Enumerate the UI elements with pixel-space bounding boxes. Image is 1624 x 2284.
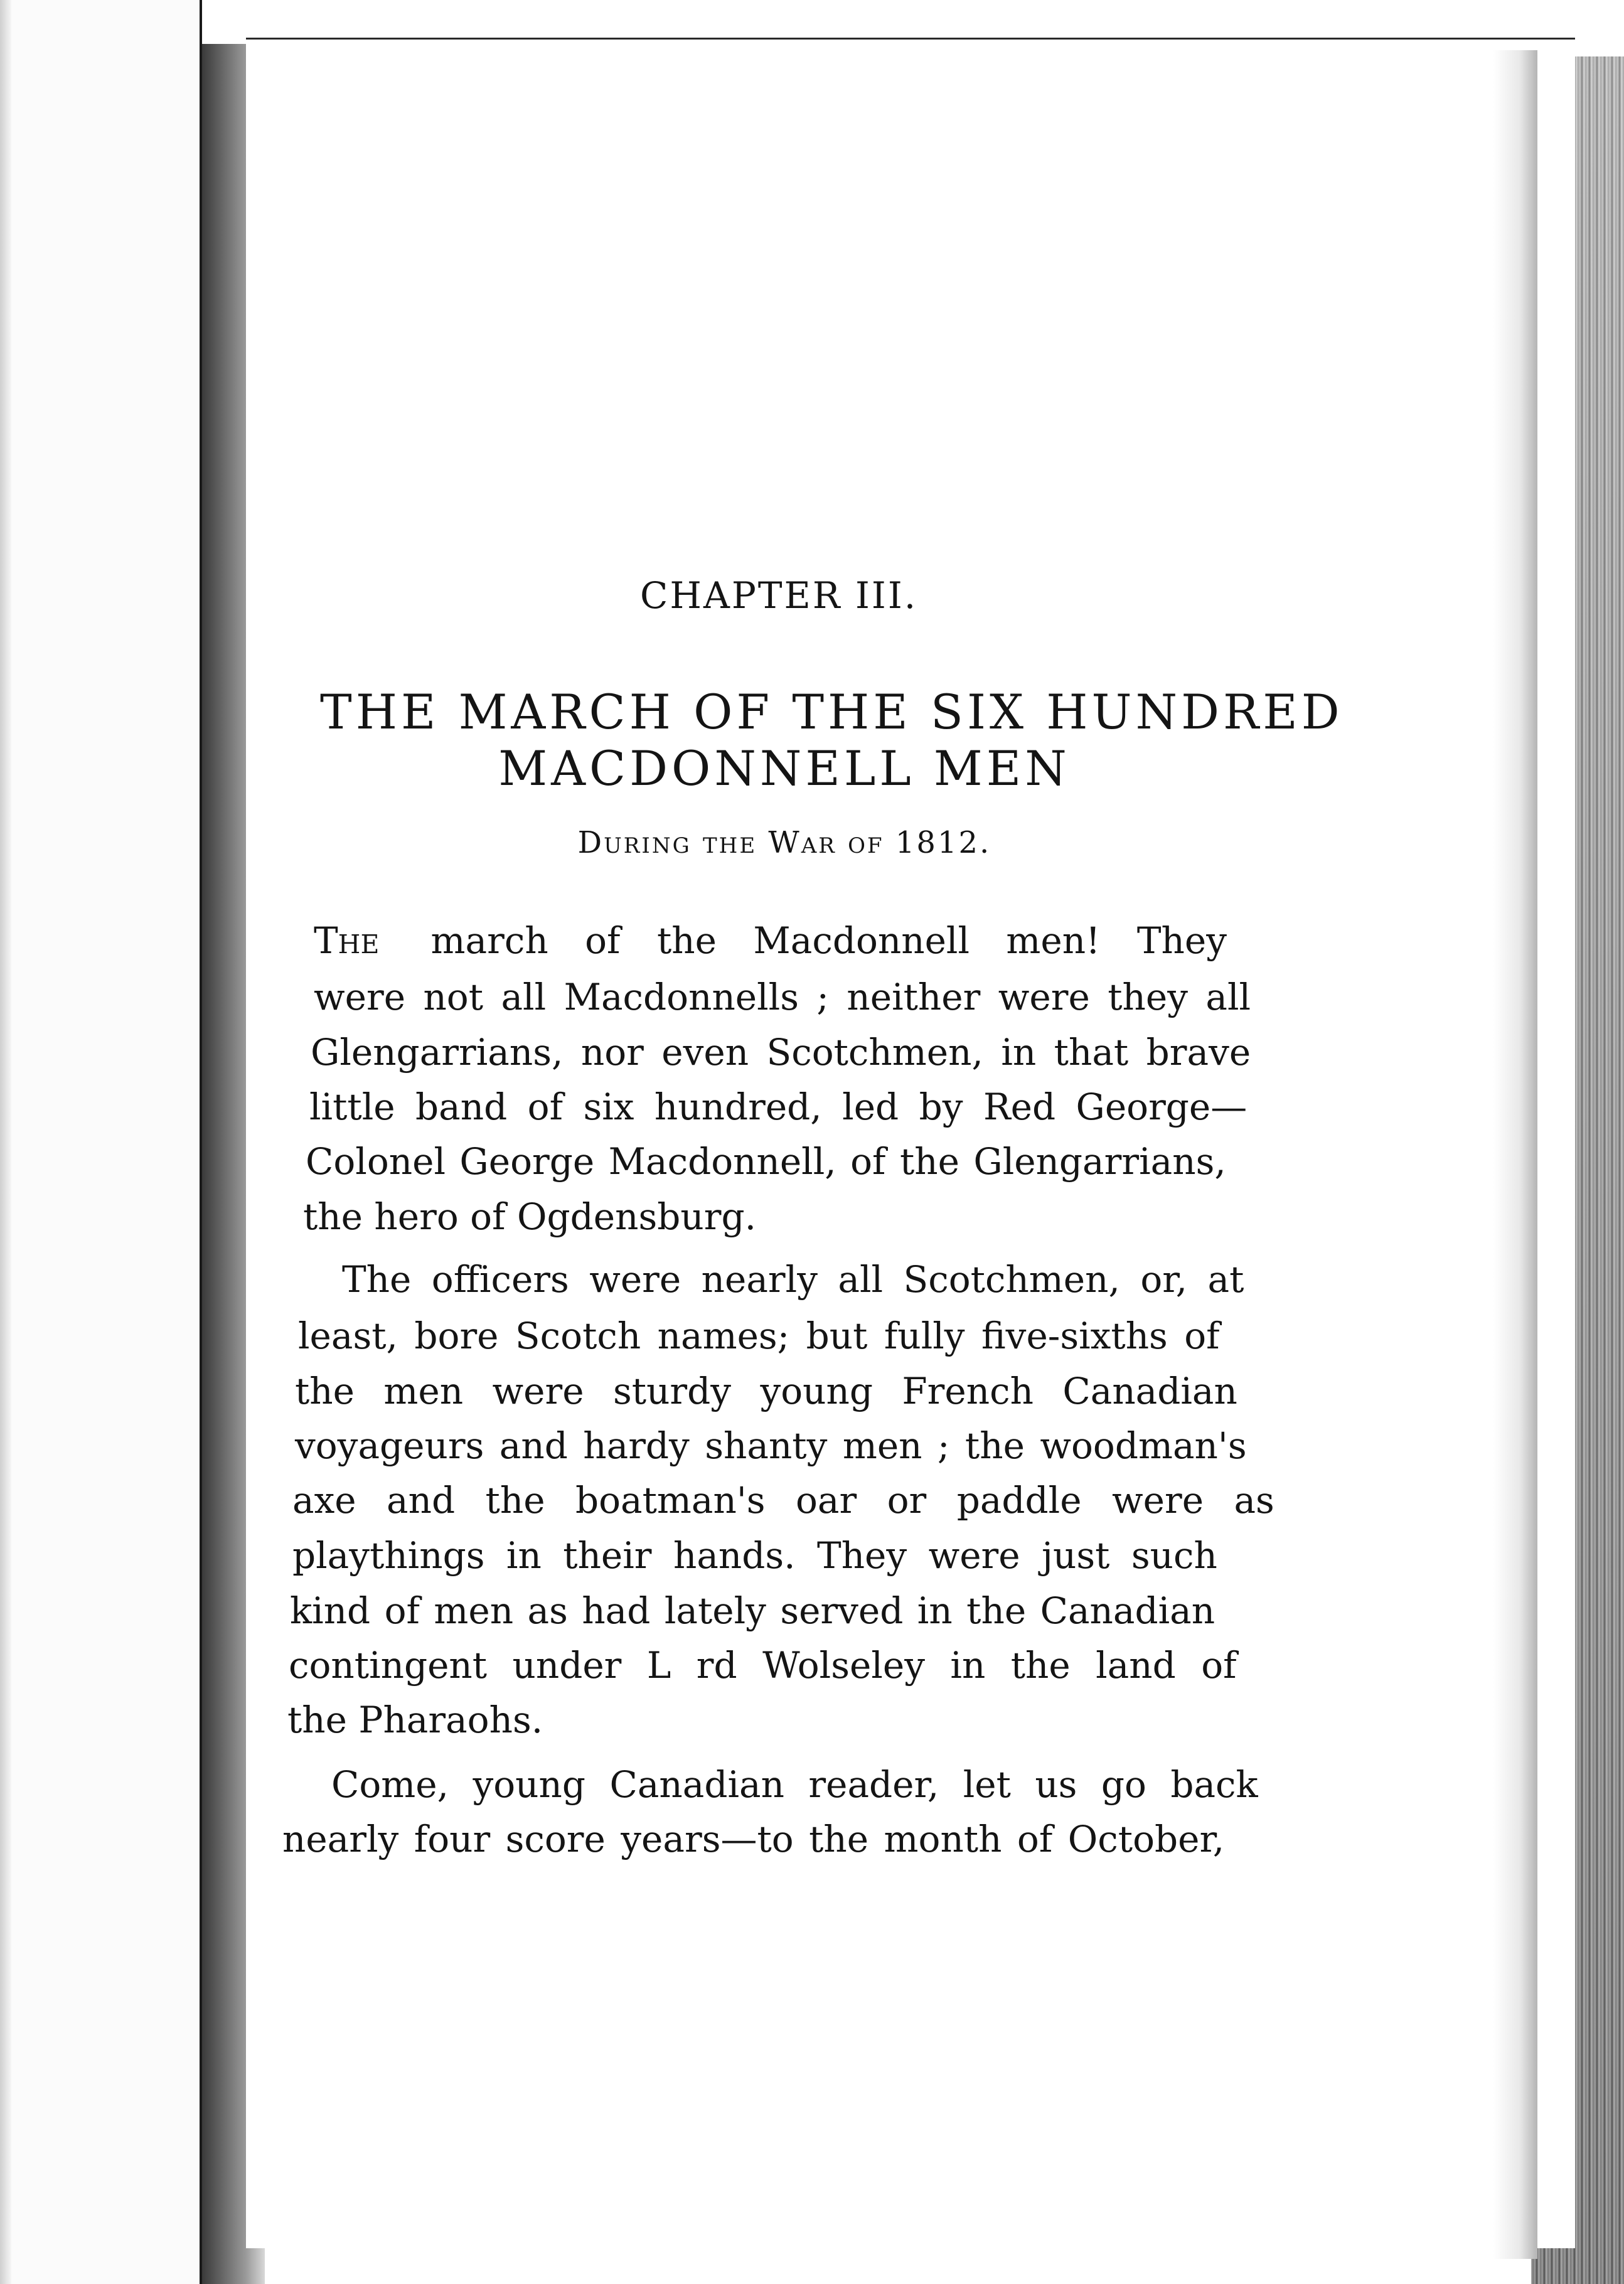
body-line: least, bore Scotch names; but fully five-sixths of	[298, 1315, 1220, 1357]
body-line: little band of six hundred, led by Red George—	[309, 1086, 1247, 1128]
chapter-title-line-2: MACDONNELL MEN	[498, 740, 1071, 796]
body-line: the hero of Ogdensburg.	[303, 1195, 757, 1238]
body-line: the men were sturdy young French Canadian	[295, 1370, 1237, 1412]
body-line: voyageurs and hardy shanty men ; the woodman's	[295, 1424, 1247, 1467]
chapter-subtitle: During the War of 1812.	[577, 825, 991, 860]
body-line-text: march of the Macdonnell men! They	[430, 919, 1227, 962]
body-line: The officers were nearly all Scotchmen, or, at	[342, 1258, 1244, 1301]
left-edge-shadow	[0, 0, 11, 2284]
body-line: nearly four score years—to the month of October,	[282, 1818, 1225, 1860]
body-line: Come, young Canadian reader, let us go back	[331, 1763, 1258, 1806]
body-line: Glengarrians, nor even Scotchmen, in that brave	[311, 1031, 1251, 1074]
left-facing-page	[0, 0, 202, 2284]
body-line: playthings in their hands. They were just such	[292, 1534, 1217, 1577]
body-line: axe and the boatman's oar or paddle were as	[292, 1479, 1274, 1522]
body-line: Colonel George Macdonnell, of the Glengarrians,	[306, 1140, 1226, 1183]
body-line	[314, 919, 1227, 962]
drop-lead-word: The	[314, 919, 380, 962]
body-line: kind of men as had lately served in the Canadian	[290, 1589, 1215, 1632]
page-edge-fade	[1493, 50, 1537, 2259]
chapter-number: CHAPTER III.	[640, 574, 918, 617]
chapter-title-line-1: THE MARCH OF THE SIX HUNDRED	[320, 684, 1344, 740]
body-line: the Pharaohs.	[287, 1699, 543, 1741]
body-line: were not all Macdonnells ; neither were they all	[314, 976, 1251, 1018]
body-line: contingent under L rd Wolseley in the land of	[289, 1644, 1237, 1687]
